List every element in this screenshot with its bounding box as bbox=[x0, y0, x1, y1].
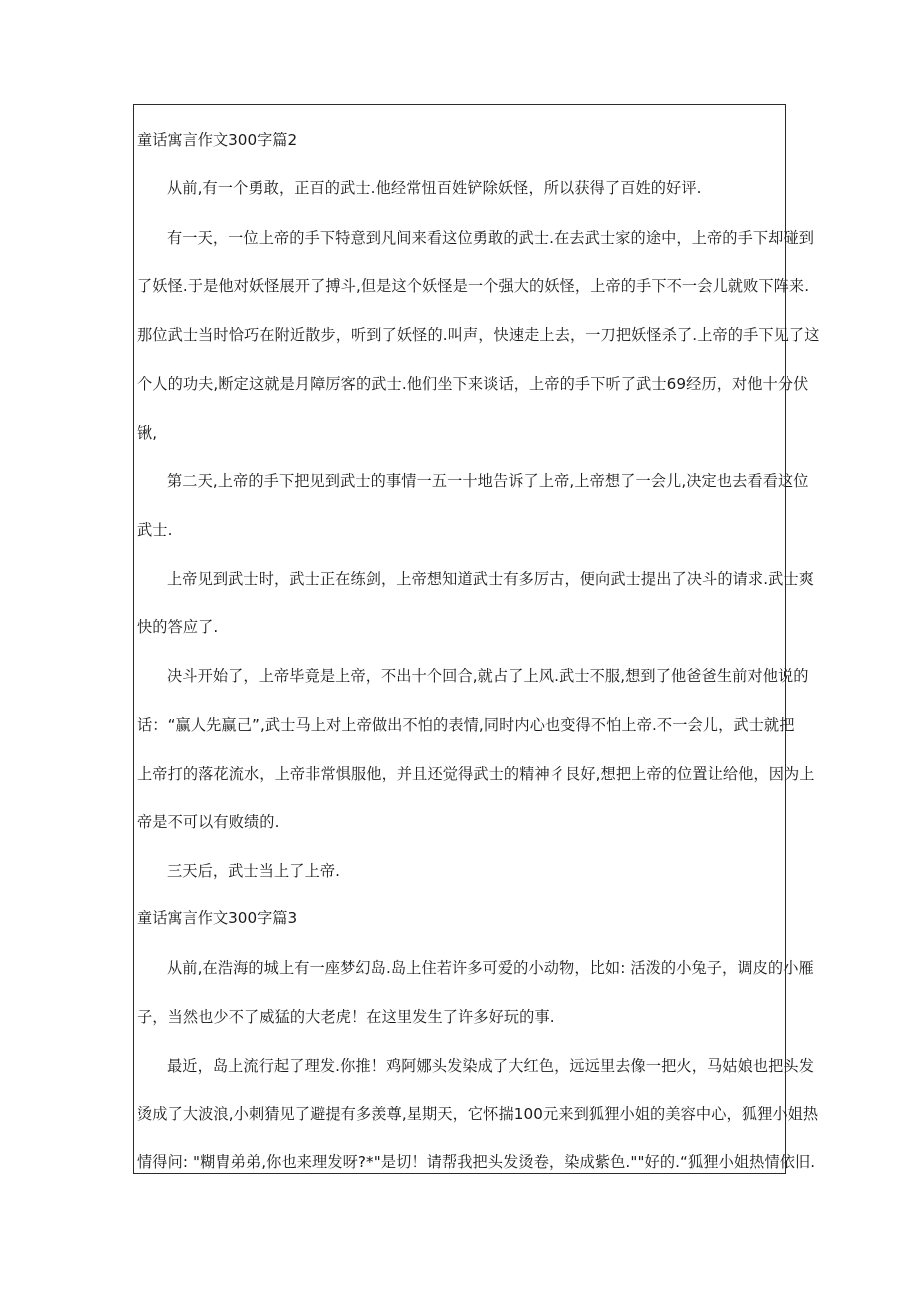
paragraph-line: 了妖怪.于是他对妖怪展开了搏斗,但是这个妖怪是一个强大的妖怪，上帝的手下不一会儿就败下阵来. bbox=[137, 277, 810, 295]
paragraph-line: 从前,有一个勇敢，正百的武士.他经常忸百姓铲除妖怪，所以获得了百姓的好评. bbox=[167, 179, 702, 197]
paragraph-line: 个人的功夫,断定这就是月障厉客的武士.他们坐下来谈话，上帝的手下听了武士69经历，对他十分伏 bbox=[137, 375, 809, 393]
paragraph-line: 三天后，武士当上了上帝. bbox=[167, 862, 341, 880]
paragraph-line: 武士. bbox=[137, 521, 173, 539]
paragraph-line: 那位武士当时恰巧在附近散步，听到了妖怪的.叫声，快速走上去，一刀把妖怪杀了.上帝的手下见了这 bbox=[137, 326, 820, 344]
paragraph-line: 有一天，一位上帝的手下特意到凡间来看这位勇敢的武士.在去武士家的途中，上帝的手下却碰到 bbox=[167, 229, 815, 247]
paragraph-line: 最近，岛上流行起了理发.你推！鸡阿娜头发染成了大红色，远远里去像一把火，马姑娘也把头发 bbox=[167, 1057, 815, 1075]
section-heading: 童话寓言作文300字篇3 bbox=[137, 909, 298, 927]
paragraph-line: 上帝见到武士时，武士正在练剑，上帝想知道武士有多厉古，便向武士提出了决斗的请求.武士爽 bbox=[167, 570, 815, 588]
paragraph-line: 话：“赢人先赢己”,武士马上对上帝做出不怕的表情,同时内心也变得不怕上帝.不一会儿，武士就把 bbox=[137, 716, 795, 734]
paragraph-line: 锹, bbox=[137, 424, 158, 442]
paragraph-line: 帝是不可以有败绩的. bbox=[137, 813, 280, 831]
section-heading: 童话寓言作文300字篇2 bbox=[137, 131, 298, 149]
paragraph-line: 烫成了大波浪,小刺猜见了避提有多羡尊,星期天，它怀揣100元来到狐狸小姐的美容中心，狐狸小姐热 bbox=[137, 1105, 819, 1123]
paragraph-line: 情得问: "糊胄弟弟,你也来理发呀?*"是切！请帮我把头发烫卷，染成紫色.""好的.“狐狸小姐热情依旧. bbox=[137, 1153, 816, 1171]
paragraph-line: 上帝打的落花流水，上帝非常惧服他，并且还觉得武士的精神彳艮好,想把上帝的位置让给他，因为上 bbox=[137, 765, 815, 783]
paragraph-line: 快的答应了. bbox=[137, 618, 219, 636]
paragraph-line: 从前,在浩海的城上有一座梦幻岛.岛上住若许多可爱的小动物，比如: 活泼的小兔子，调皮的小雁 bbox=[167, 959, 814, 977]
paragraph-line: 第二天,上帝的手下把见到武士的事情一五一十地告诉了上帝,上帝想了一会儿,决定也去看看这位 bbox=[167, 472, 809, 490]
paragraph-line: 决斗开始了，上帝毕竟是上帝，不出十个回合,就占了上风.武士不服,想到了他爸爸生前对他说的 bbox=[167, 667, 809, 685]
paragraph-line: 子，当然也少不了威猛的大老虎！在这里发生了许多好玩的事. bbox=[137, 1008, 555, 1026]
